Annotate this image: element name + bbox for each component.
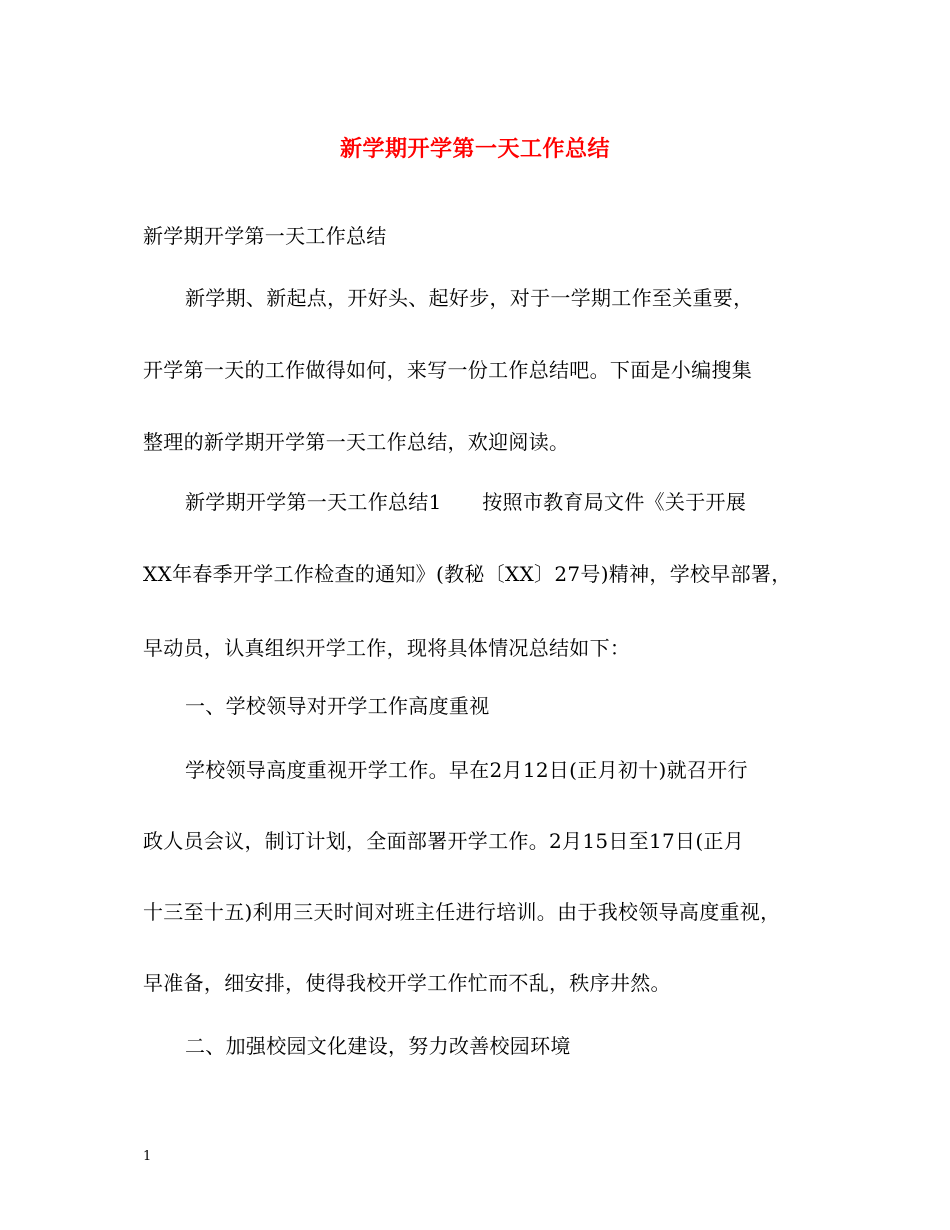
paragraph-line: 新学期开学第一天工作总结1 按照市教育局文件《关于开展 [185,490,747,514]
paragraph-line: 整理的新学期开学第一天工作总结，欢迎阅读。 [143,430,570,454]
paragraph-line: 政人员会议，制订计划，全面部署开学工作。2月15日至17日(正月 [143,829,745,853]
paragraph-line: 早动员，认真组织开学工作，现将具体情况总结如下： [143,636,631,660]
paragraph-line: 十三至十五)利用三天时间对班主任进行培训。由于我校领导高度重视， [143,900,781,924]
subtitle-line: 新学期开学第一天工作总结 [143,224,387,248]
paragraph-line: 新学期、新起点，开好头、起好步，对于一学期工作至关重要， [185,286,754,310]
page-number: 1 [143,1149,152,1164]
section-heading: 一、学校领导对开学工作高度重视 [185,694,490,718]
paragraph-line: 开学第一天的工作做得如何，来写一份工作总结吧。下面是小编搜集 [143,358,752,382]
paragraph-line: 学校领导高度重视开学工作。早在2月12日(正月初十)就召开行 [185,758,748,782]
document-title: 新学期开学第一天工作总结 [339,136,610,162]
paragraph-line: 早准备，细安排，使得我校开学工作忙而不乱，秩序井然。 [143,971,671,995]
section-heading: 二、加强校园文化建设，努力改善校园环境 [185,1034,571,1058]
paragraph-line: XX年春季开学工作检查的通知》(教秘〔XX〕27号)精神，学校早部署， [143,562,792,586]
